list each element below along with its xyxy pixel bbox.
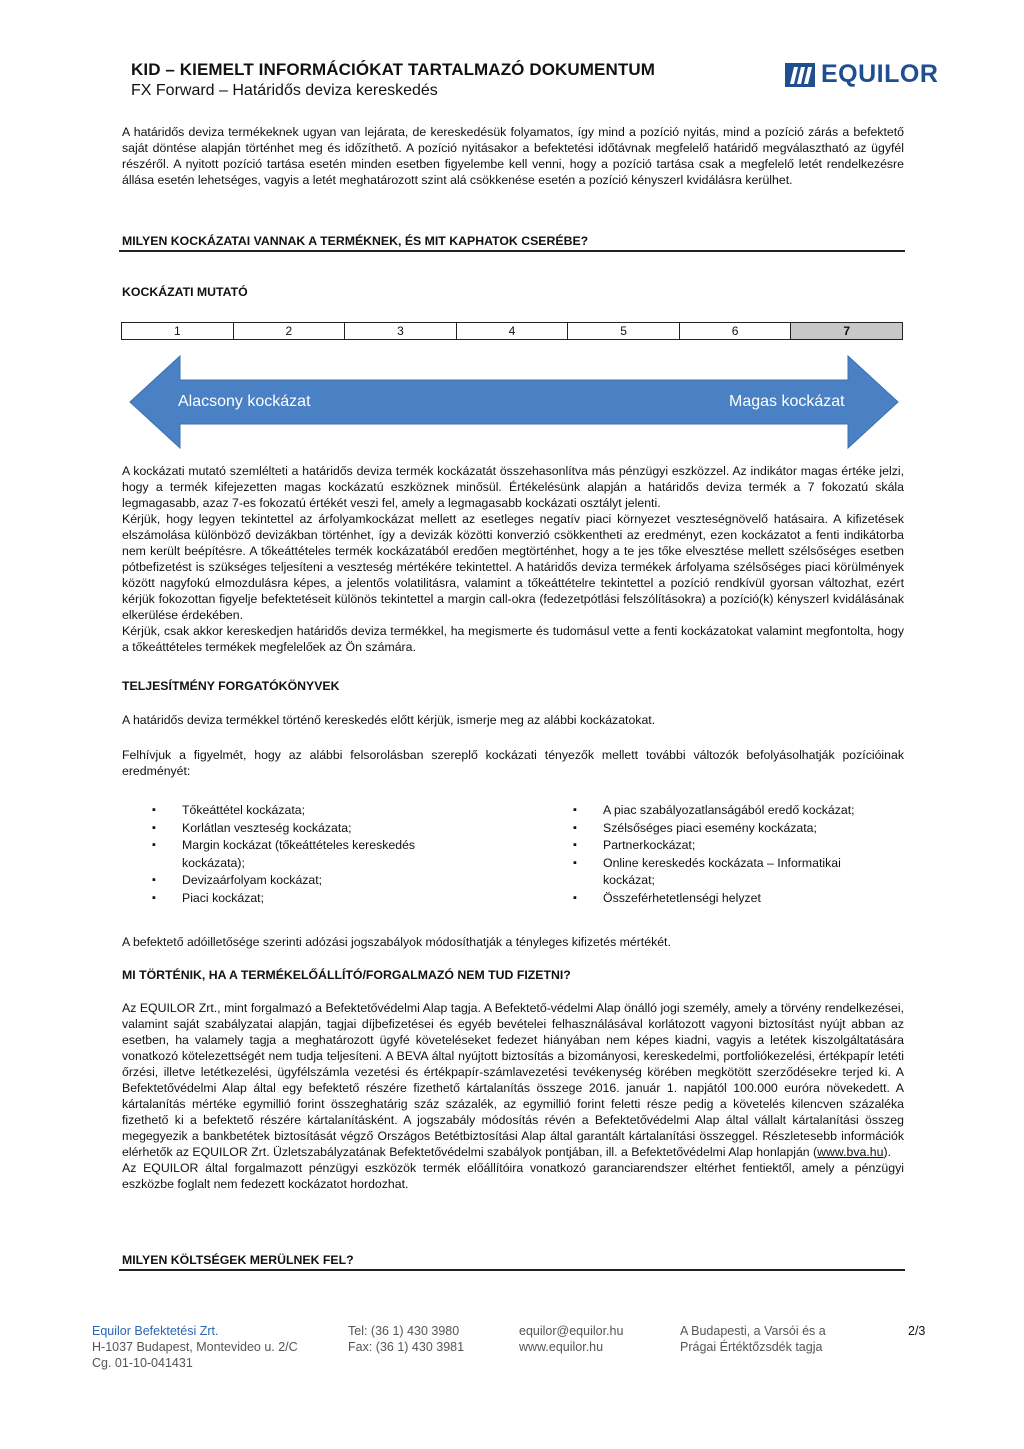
performance-heading: TELJESÍTMÉNY FORGATÓKÖNYVEK (122, 679, 340, 693)
risk-paragraph: A kockázati mutató szemlélteti a határidős deviza termék kockázatát összehasonlítva más pénzügyi eszközzel. Az indikátor magas értéke jelzi, hogy a termék kifejezetten magas kockázatú eszköznek minősül. Értékelésünk alapján a határidős deviza termék a 7 fokozatú skála legmagasabb, azaz 7-es fokozatú értékét veszi fel, amely a legmagasabb kockázati osztályt jelenti. (122, 464, 904, 510)
list-item: ▪ Partnerkockázat; (573, 837, 893, 855)
performance-note: Felhívjuk a figyelmét, hogy az alábbi felsorolásban szereplő kockázati tényezők mellett további változók befolyásolhatják pozícióinak eredményét: (122, 748, 904, 778)
guarantee-paragraph: Az EQUILOR által forgalmazott pénzügyi eszközök termék előállítóira vonatkozó garanciarendszer eltérhet fentiektől, amely a pénzügyi eszközbe foglalt nem fedezett kockázatot hordozhat. (122, 1161, 904, 1191)
footer-email[interactable]: equilor@equilor.hu (519, 1324, 624, 1338)
risk-level-3: 3 (345, 323, 457, 340)
footer-membership (680, 1323, 826, 1355)
list-item: ▪ Szélsőséges piaci esemény kockázata; (573, 820, 893, 838)
bva-link[interactable]: www.bva.hu (817, 1145, 884, 1159)
footer-address: H-1037 Budapest, Montevideo u. 2/C (92, 1340, 298, 1354)
footer-fax: Fax: (36 1) 430 3981 (348, 1340, 465, 1354)
intro-paragraph: A határidős deviza termékeknek ugyan van lejárata, de kereskedésük folyamatos, így mind a pozíció nyitás, mind a pozíció zárás a befektető saját döntése alapján történhet meg és időzíthető. A pozíció nyitásakor a befektetési időtávnak megfelelő határidő megválasztható az ügyfél részéről. A nyitott pozíció tartása esetén minden esetben figyelembe kell venni, hogy a pozíció tartása csak a megfelelő letét rendelkezésre állása esetén lehetséges, vagyis a letét meghatározott szint alá csökkenése esetén a pozíció kényszerl kvidálásra kerülhet. (122, 125, 904, 187)
default-heading: MI TÖRTÉNIK, HA A TERMÉKELŐÁLLÍTÓ/FORGALMAZÓ NEM TUD FIZETNI? (122, 968, 571, 982)
footer-member-line1: A Budapesti, a Varsói és a (680, 1324, 826, 1338)
risk-scale (121, 322, 903, 340)
equilor-logo (785, 60, 961, 88)
default-paragraph-text: Az EQUILOR Zrt., mint forgalmazó a Befektetővédelmi Alap tagja. A Befektető-védelmi Alap önálló jogi személy, amely a törvény rendelkezései, valamint saját szabályzatai alapján, tagjai díjbefizetései és egyéb bevételei felhasználásával korlátozott vagyoni biztosítást nyújt abban az esetben, ha valamely tagja a meghatározott ügyfé követeléseket fedezet hiányában nem képes kiadni, vagyis a letétek kiszolgáltatására vonatkozó kötelezettségét nem tudja teljesíteni. A BEVA által nyújtott biztosítás a bizományosi, kereskedelmi, portfoliókezelési, értékpapír letéti őrzési, illetve letétkezelési, ügyfélszámla vezetési és értékpapír-számlavezetési tevékenység körében megkötött szerződésekre terjed ki. A Befektetővédelmi Alap által egy befektető részére fizethető kártalanítás összege 2016. január 1. napjától 100.000 euróra növekedett. A kártalanítás mértéke egymillió forint összeghatárig száz százalék, az egymillió forint feletti része pedig a követelés kilencven százaléka fizethető ki a befektető részére kártalanításként. A jogszabály módosítás révén a Befektetővédelmi Alap által vállalt kártalanítási összeg megegyezik a bankbetétek biztosítását végző Országos Betétbiztosítási Alap által garantált kártalanítási összeggel. Részletesebb információk elérhetők az EQUILOR Zrt. Üzletszabályzatának Befektetővédelmi szabályok pontjában, ill. a Befektetővédelmi Alap honlapján ( (122, 1001, 904, 1159)
footer-web[interactable]: www.equilor.hu (519, 1340, 604, 1354)
risk-explanation (122, 463, 904, 655)
performance-intro: A határidős deviza termékkel történő kereskedés előtt kérjük, ismerje meg az alábbi kockázatokat. (122, 713, 656, 727)
risk-level-4: 4 (456, 323, 568, 340)
risk-paragraph: Kérjük, hogy legyen tekintettel az árfolyamkockázat mellett az esetleges negatív piaci környezet veszteségnövelő hatásaira. A kifizetések elszámolása különböző devizákban történhet, így a devizák közötti konverzió csökkentheti az eredményt, ezen kockázatot a fenti indikátorba nem került beépítésre. A tőkeáttételes termék kockázatából eredően megtörténhet, hogy a te jes tőke elvesztése mellett szélsőséges esetben pótbefizetést is szükséges teljesíteni a veszteség mértékére tekintettel. A határidős deviza termékek árfolyama szélsőséges piaci körülmények között nagyfokú elmozdulásra képes, a jelentős volatilitásra, valamint a tőkeáttételre tekintettel a pozíció rendkívül gyorsan változhat, ezért kérjük fokozottan figyelje befektetéseit különös tekintettel a margin call-okra (fedezetpótlási felszólításokra) a pozíció(k) kényszerl kvidálásának elkerülése érdekében. (122, 512, 904, 622)
risk-level-5: 5 (568, 323, 680, 340)
list-item: ▪ Korlátlan veszteség kockázata; (152, 820, 452, 838)
risk-factor-list-left (152, 802, 452, 907)
footer-registration: Cg. 01-10-041431 (92, 1356, 193, 1370)
list-item: ▪ Margin kockázat (tőkeáttételes kereskedés kockázata); (152, 837, 452, 872)
default-paragraph (122, 1000, 904, 1160)
section-divider (119, 1269, 905, 1271)
risk-factor-list-right (573, 802, 893, 907)
list-item: ▪ Devizaárfolyam kockázat; (152, 872, 452, 890)
list-item: ▪ Piaci kockázat; (152, 890, 452, 908)
footer-online (519, 1323, 623, 1355)
risk-level-1: 1 (122, 323, 234, 340)
default-paragraph-end: ). (883, 1145, 891, 1159)
equilor-logo-text: EQUILOR (821, 60, 939, 88)
footer-contact (348, 1323, 464, 1355)
footer-company (92, 1323, 298, 1371)
equilor-logo-mark-icon (785, 60, 817, 88)
risk-level-6: 6 (679, 323, 791, 340)
risks-section-heading: MILYEN KOCKÁZATAI VANNAK A TERMÉKNEK, ÉS MIT KAPHATOK CSERÉBE? (122, 234, 589, 248)
list-item: ▪ Online kereskedés kockázata – Informatikai kockázat; (573, 855, 893, 890)
default-explanation (122, 1000, 904, 1192)
risk-indicator-heading: KOCKÁZATI MUTATÓ (122, 285, 248, 299)
list-item: ▪ A piac szabályozatlanságából eredő kockázat; (573, 802, 893, 820)
risk-paragraph: Kérjük, csak akkor kereskedjen határidős deviza termékkel, ha megismerte és tudomásul vette a fenti kockázatokat valamint megfontolta, hogy a tőkeáttételes termékek megfelelőek az Ön számára. (122, 624, 904, 654)
footer-member-line2: Prágai Értéktőzsdék tagja (680, 1340, 823, 1354)
footer-company-name: Equilor Befektetési Zrt. (92, 1324, 219, 1338)
document-subtitle: FX Forward – Határidős deviza kereskedés (131, 82, 438, 99)
document-title: KID – KIEMELT INFORMÁCIÓKAT TARTALMAZÓ DOKUMENTUM (131, 60, 655, 79)
tax-note: A befektető adóilletősége szerinti adózási jogszabályok módosíthatják a tényleges kifizetés mértékét. (122, 935, 671, 949)
list-item: ▪ Tőkeáttétel kockázata; (152, 802, 452, 820)
high-risk-label: Magas kockázat (729, 393, 845, 410)
page-number: 2/3 (908, 1324, 926, 1338)
costs-heading: MILYEN KÖLTSÉGEK MERÜLNEK FEL? (122, 1253, 354, 1267)
low-risk-label: Alacsony kockázat (178, 393, 311, 410)
list-item: ▪ Összeférhetetlenségi helyzet (573, 890, 893, 908)
section-divider (119, 250, 905, 252)
footer-tel: Tel: (36 1) 430 3980 (348, 1324, 460, 1338)
risk-level-7-selected: 7 (791, 323, 903, 340)
risk-level-2: 2 (233, 323, 345, 340)
